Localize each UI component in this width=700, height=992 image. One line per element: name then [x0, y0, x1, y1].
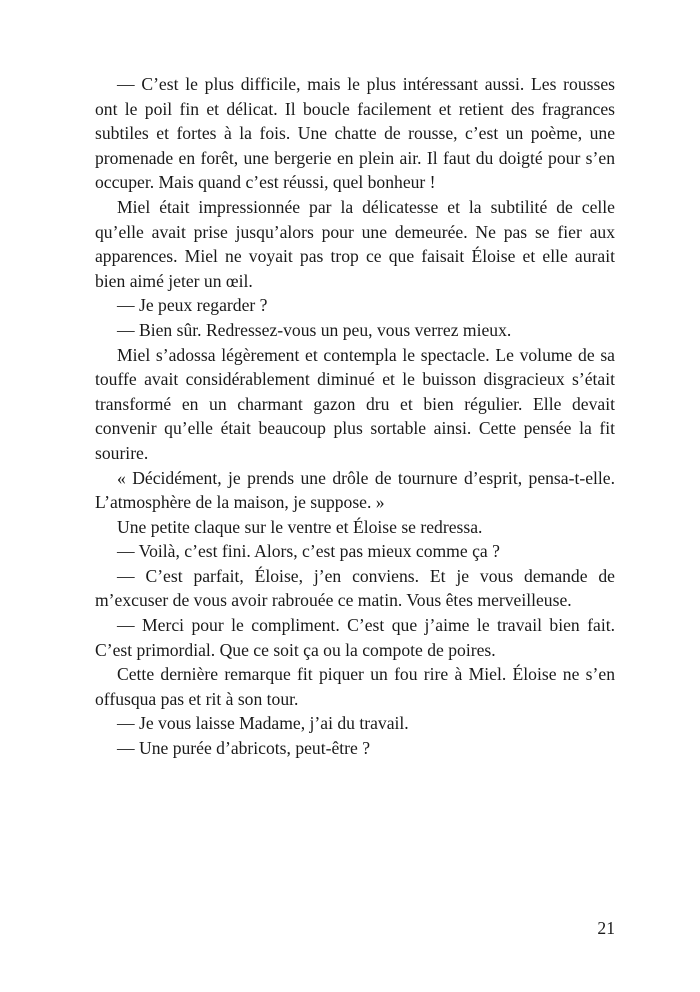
paragraph: — C’est parfait, Éloise, j’en conviens. Et je vous demande de m’excuser de vous avoir rabrouée ce matin. Vous êtes merveilleuse. — [95, 565, 615, 611]
paragraph: — Voilà, c’est fini. Alors, c’est pas mieux comme ça ? — [117, 541, 500, 562]
paragraph: — Merci pour le compliment. C’est que j’aime le travail bien fait. C’est primordial. Que ce soit ça ou la compote de poires. — [95, 615, 615, 660]
paragraph: — Je vous laisse Madame, j’ai du travail. — [117, 713, 409, 734]
paragraph: Une petite claque sur le ventre et Éloise se redressa. — [117, 516, 483, 537]
paragraph: Miel s’adossa légèrement et contempla le spectacle. Le volume de sa touffe avait considérablement diminué et le buisson disgracieux s’était transformé en un charmant gazon dru et bien régulier. Elle devait convenir qu’elle était beaucoup plus sortable ainsi. Cette pensée la fit sourire. — [95, 344, 615, 463]
body-text — [95, 72, 615, 761]
paragraph: — Bien sûr. Redressez-vous un peu, vous verrez mieux. — [117, 319, 512, 340]
paragraph: « Décidément, je prends une drôle de tournure d’esprit, pensa-t-elle. L’atmosphère de la maison, je suppose. » — [95, 467, 615, 513]
page-number: 21 — [597, 918, 615, 938]
paragraph: — Je peux regarder ? — [117, 295, 268, 316]
paragraph: Miel était impressionnée par la délicatesse et la subtilité de celle qu’elle avait prise jusqu’alors pour une demeurée. Ne pas se fier aux apparences. Miel ne voyait pas trop ce que faisait Éloise et elle aurait bien aimé jeter un œil. — [95, 196, 615, 291]
paragraph: — Une purée d’abricots, peut-être ? — [117, 738, 371, 759]
paragraph: — C’est le plus difficile, mais le plus intéressant aussi. Les rousses ont le poil fin et délicat. Il boucle facilement et retient des fragrances subtiles et fortes à la fois. Une chatte de rousse, c’est un poème, une promenade en forêt, une bergerie en plein air. Il faut du doigté pour s’en occuper. Mais quand c’est réussi, quel bonheur ! — [95, 74, 615, 193]
paragraph: Cette dernière remarque fit piquer un fou rire à Miel. Éloise ne s’en offusqua pas et rit à son tour. — [95, 664, 615, 709]
